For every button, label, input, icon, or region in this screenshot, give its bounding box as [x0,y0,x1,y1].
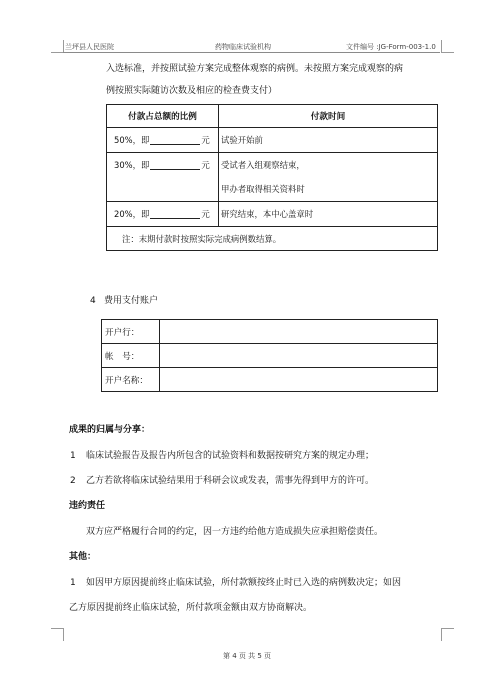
amount-blank [150,209,200,219]
payment-schedule-table [106,104,438,251]
payment-percent-label: 20%，即 [114,209,150,219]
header-hospital-name: 兰坪县人民医院 [65,43,114,51]
table-row [107,128,438,153]
section-title: 费用支付账户 [104,296,159,306]
intro-line-2: 例按照实际随访次数及相应的检查费支付） [106,86,278,96]
payment-note-row [107,227,438,251]
payment-percent-cell [107,202,219,227]
crop-mark-bottom-right [441,628,454,641]
table-row [102,320,438,344]
bank-name-value [160,320,438,344]
payment-percent-cell [107,153,219,202]
payment-percent-label: 50%，即 [114,135,150,145]
header-institution: 药物临床试验机构 [215,43,271,51]
other-item-1-number: 1 [70,578,76,588]
account-number-label: 帐 号： [102,344,160,368]
page-number: 第 4 页 共 5 页 [222,652,272,660]
other-item-1-line-2: 乙方原因提前终止临床试验，所付款项金额由双方协商解决。 [69,603,313,613]
results-item-2-text: 乙方若欲将临床试验结果用于科研会议或发表，需事先得到甲方的许可。 [86,476,375,486]
table-row [107,153,438,202]
breach-text: 双方应严格履行合同的约定，因一方违约给他方造成损失应承担赔偿责任。 [86,527,384,537]
payment-time-text: 受试者入组观察结束， [221,160,305,170]
results-heading: 成果的归属与分享： [69,425,151,435]
other-heading: 其他： [69,552,97,562]
header-rule [63,52,440,53]
payment-note: 注：末期付款时按照实际完成病例数结算。 [107,227,438,251]
payment-table-header-row [107,105,438,128]
crop-mark-bottom-left [51,628,64,641]
payment-unit: 元 [201,160,210,170]
table-row [102,368,438,392]
account-number-value [160,344,438,368]
amount-blank [150,135,200,145]
amount-blank [150,160,200,170]
results-item-1-text: 临床试验报告及报告内所包含的试验资料和数据按研究方案的规定办理； [86,451,375,461]
payment-percent-label: 30%，即 [114,160,150,170]
payment-time-cell [219,202,438,227]
results-item-2-number: 2 [70,476,76,486]
table-row [102,344,438,368]
other-item-1-line-1: 如因甲方原因提前终止临床试验，所付款额按终止时已入选的病例数决定；如因 [86,578,402,588]
payment-table-header-percent: 付款占总额的比例 [107,105,219,128]
results-item-1-number: 1 [70,451,76,461]
intro-line-1: 入选标准，并按照试验方案完成整体观察的病例。未按照方案完成观察的病 [106,64,404,74]
payment-unit: 元 [201,135,210,145]
payment-time-text: 研究结束，本中心盖章时 [221,209,314,219]
bank-name-label: 开户行： [102,320,160,344]
payment-time-text: 试验开始前 [221,135,263,145]
payment-time-cell [219,128,438,153]
payment-percent-cell [107,128,219,153]
account-name-label: 开户名称： [102,368,160,392]
section-number: 4 [90,296,96,306]
payment-account-table [101,319,438,392]
payment-time-text: 甲办者取得相关资料时 [221,184,305,194]
account-name-value [160,368,438,392]
payment-table-header-time: 付款时间 [219,105,438,128]
table-row [107,202,438,227]
crop-mark-top-right [441,40,454,53]
payment-time-cell [219,153,438,202]
header-file-number: 文件编号 :JG-Form-003-1.0 [346,43,436,51]
payment-unit: 元 [201,209,210,219]
breach-heading: 违约责任 [69,501,106,511]
